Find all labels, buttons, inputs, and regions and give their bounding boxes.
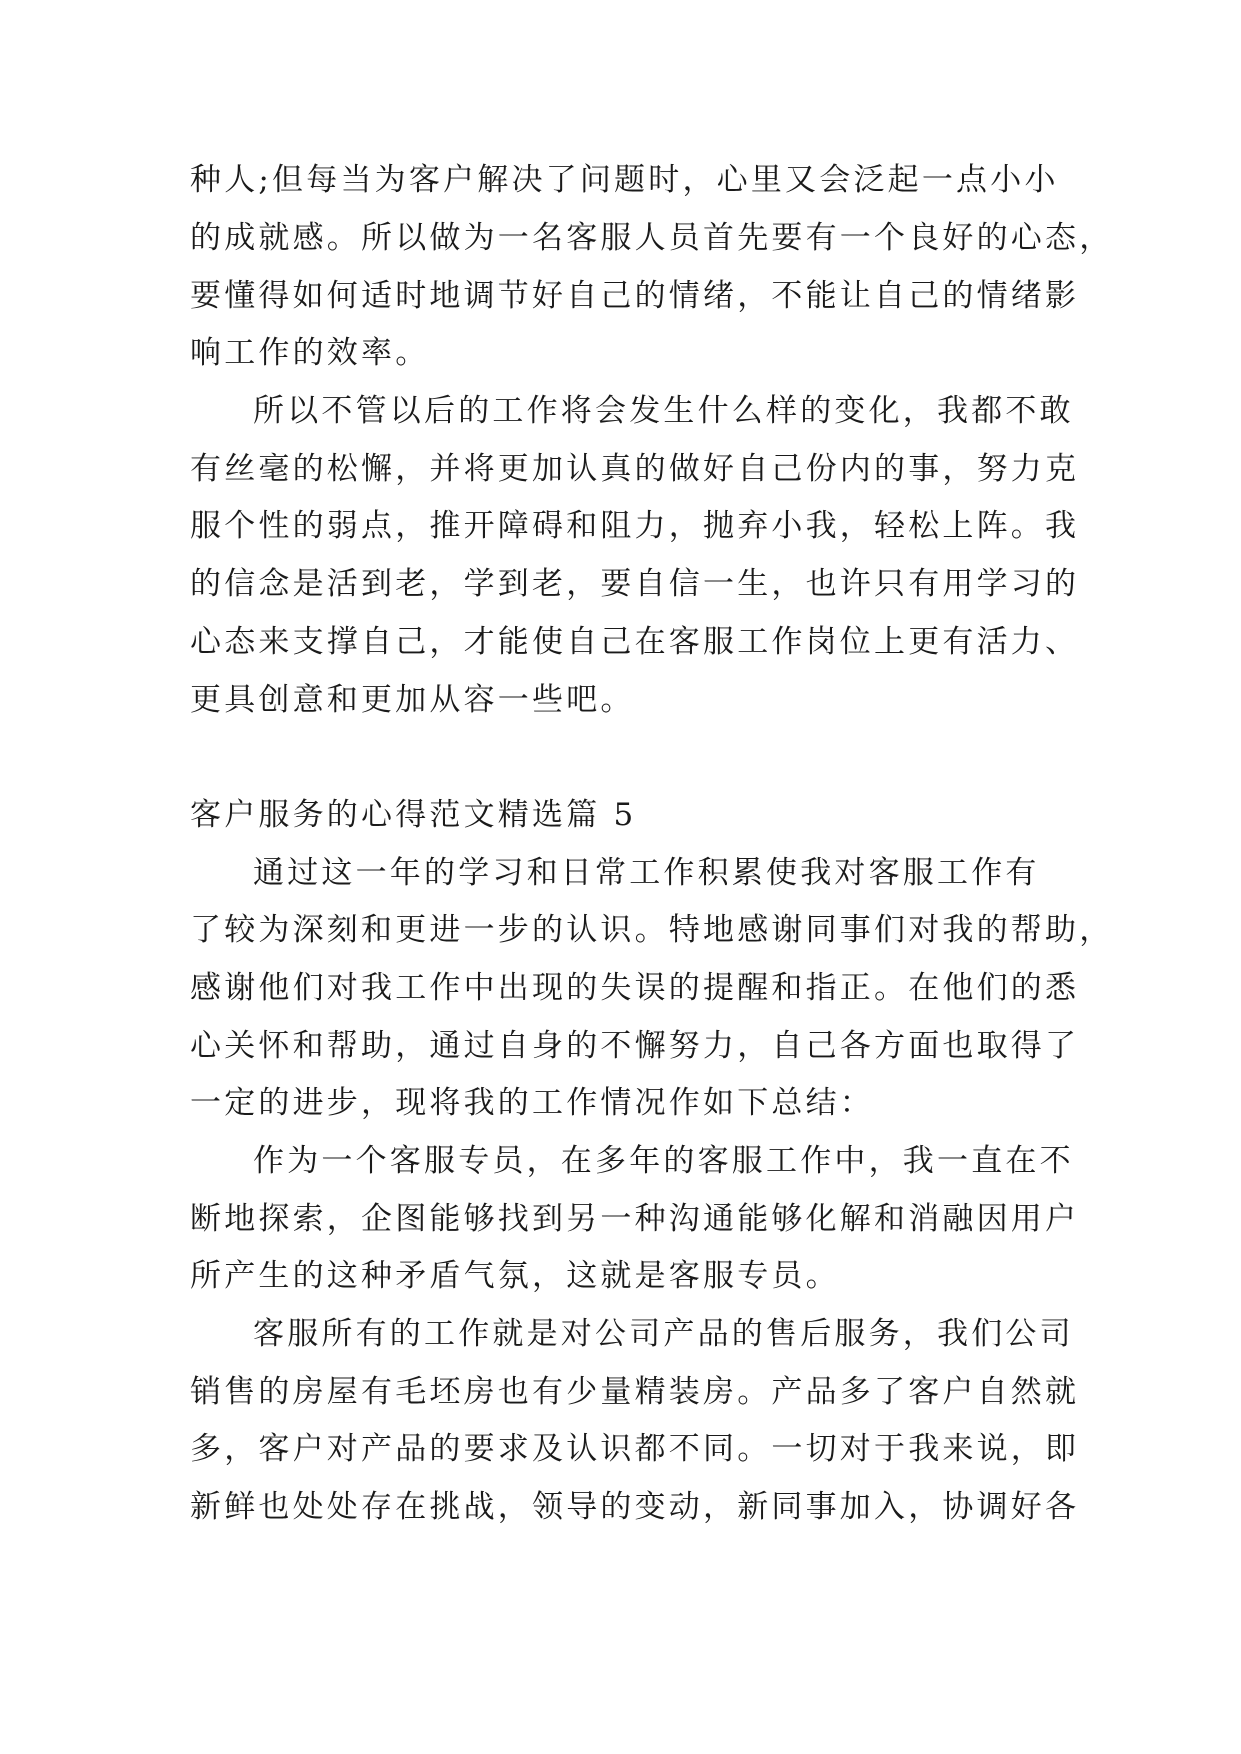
paragraph-line: 一定的进步，现将我的工作情况作如下总结： (190, 1085, 874, 1121)
paragraph-line: 断地探索，企图能够找到另一种沟通能够化解和消融因用户 (190, 1201, 1080, 1237)
paragraph-line: 的信念是活到老，学到老，要自信一生，也许只有用学习的 (190, 566, 1080, 602)
paragraph-line: 更具创意和更加从容一些吧。 (190, 682, 635, 718)
paragraph-line: 多，客户对产品的要求及认识都不同。一切对于我来说，即 (190, 1431, 1080, 1467)
paragraph-line: 要懂得如何适时地调节好自己的情绪，不能让自己的情绪影 (190, 278, 1080, 314)
paragraph-line: 所产生的这种矛盾气氛，这就是客服专员。 (190, 1258, 840, 1294)
paragraph-line: 客服所有的工作就是对公司产品的售后服务，我们公司 (253, 1316, 1074, 1352)
paragraph-line: 了较为深刻和更进一步的认识。特地感谢同事们对我的帮助， (190, 912, 1114, 948)
paragraph-line: 心态来支撑自己，才能使自己在客服工作岗位上更有活力、 (190, 624, 1080, 660)
paragraph-line: 新鲜也处处存在挑战，领导的变动，新同事加入，协调好各 (190, 1489, 1080, 1525)
paragraph-line: 所以不管以后的工作将会发生什么样的变化，我都不敢 (253, 393, 1074, 429)
paragraph-line: 种人;但每当为客户解决了问题时，心里又会泛起一点小小 (190, 162, 1059, 198)
paragraph-line: 作为一个客服专员，在多年的客服工作中，我一直在不 (253, 1143, 1074, 1179)
paragraph-line: 通过这一年的学习和日常工作积累使我对客服工作有 (253, 855, 1040, 891)
paragraph-line: 感谢他们对我工作中出现的失误的提醒和指正。在他们的悉 (190, 970, 1080, 1006)
paragraph-line: 销售的房屋有毛坯房也有少量精装房。产品多了客户自然就 (190, 1374, 1080, 1410)
paragraph-line: 服个性的弱点，推开障碍和阻力，抛弃小我，轻松上阵。我 (190, 508, 1080, 544)
paragraph-line: 的成就感。所以做为一名客服人员首先要有一个良好的心态， (190, 220, 1114, 256)
section-heading: 客户服务的心得范文精选篇 5 (190, 797, 637, 833)
paragraph-line: 心关怀和帮助，通过自身的不懈努力，自己各方面也取得了 (190, 1028, 1080, 1064)
paragraph-line: 响工作的效率。 (190, 335, 430, 371)
paragraph-line: 有丝毫的松懈，并将更加认真的做好自己份内的事，努力克 (190, 451, 1080, 487)
